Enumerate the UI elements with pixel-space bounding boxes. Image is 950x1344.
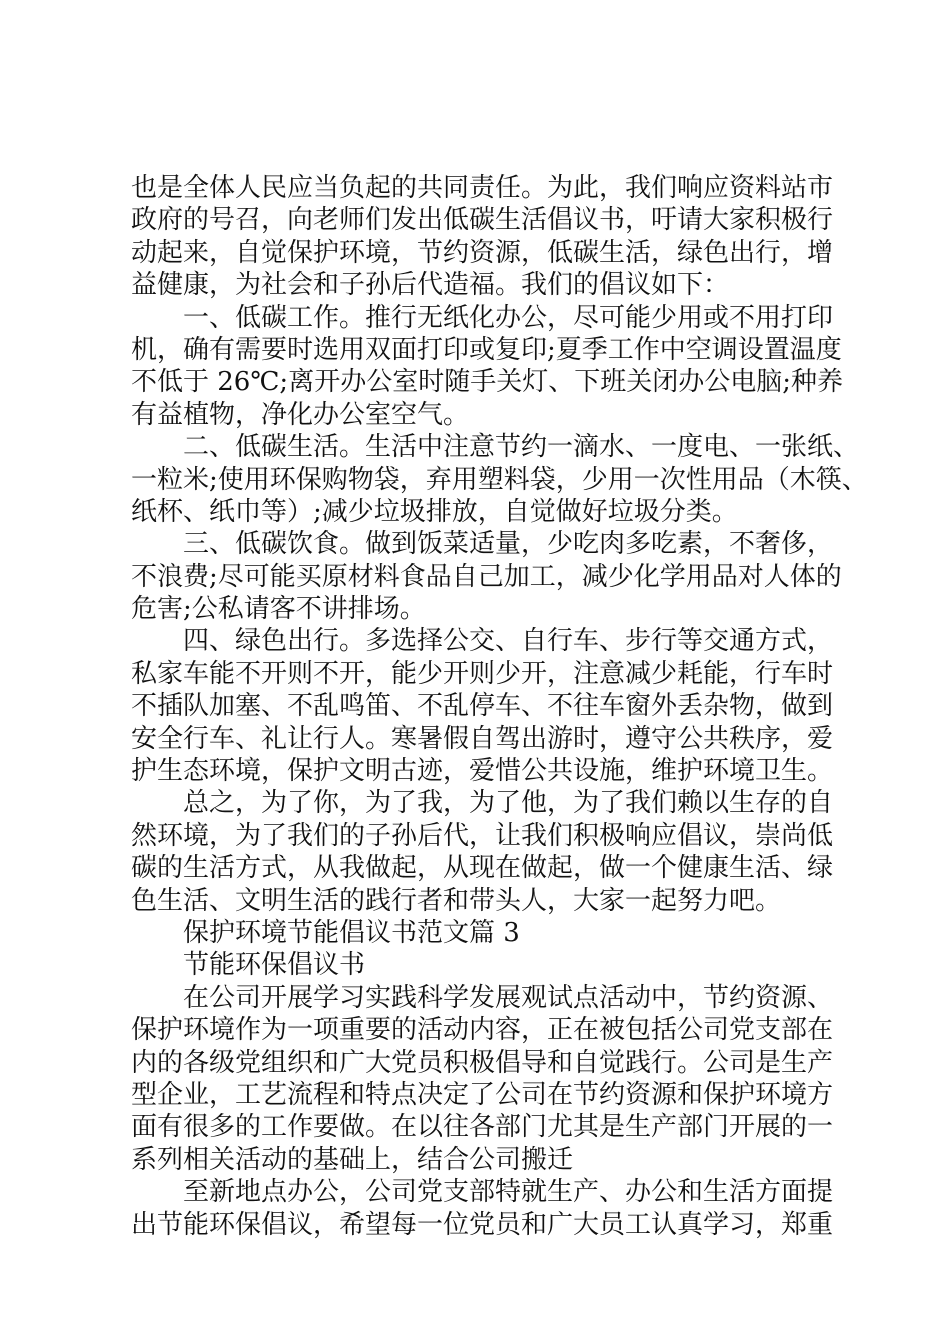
text-line: 碳的生活方式，从我做起，从现在做起，做一个健康生活、绿: [131, 853, 834, 884]
text-line: 四、绿色出行。多选择公交、自行车、步行等交通方式，: [183, 626, 834, 657]
text-line: 内的各级党组织和广大党员积极倡导和自觉践行。公司是生产: [131, 1047, 834, 1078]
text-line: 不浪费;尽可能买原材料食品自己加工，减少化学用品对人体的: [131, 561, 842, 592]
text-line: 机，确有需要时选用双面打印或复印;夏季工作中空调设置温度: [131, 334, 842, 365]
text-line: 然环境，为了我们的子孙后代，让我们积极响应倡议，崇尚低: [131, 820, 834, 851]
text-line: 面有很多的工作要做。在以往各部门尤其是生产部门开展的一: [131, 1112, 834, 1143]
text-line: 私家车能不开则不开，能少开则少开，注意减少耗能，行车时: [131, 658, 834, 689]
text-line: 不低于 26℃;离开办公室时随手关灯、下班关闭办公电脑;种养: [131, 367, 843, 398]
text-line: 危害;公私请客不讲排场。: [131, 594, 426, 625]
text-line: 一、低碳工作。推行无纸化办公，尽可能少用或不用打印: [183, 302, 834, 333]
text-line: 在公司开展学习实践科学发展观试点活动中，节约资源、: [183, 982, 834, 1013]
text-line: 也是全体人民应当负起的共同责任。为此，我们响应资料站市: [131, 173, 834, 203]
text-line: 节能环保倡议书: [183, 950, 366, 981]
text-line: 二、低碳生活。生活中注意节约一滴水、一度电、一张纸、: [183, 432, 860, 463]
text-line: 总之，为了你，为了我，为了他，为了我们赖以生存的自: [183, 788, 834, 819]
text-line: 一粒米;使用环保购物袋，弃用塑料袋，少用一次性用品（木筷、: [131, 464, 868, 495]
text-line: 保护环境作为一项重要的活动内容，正在被包括公司党支部在: [131, 1015, 834, 1046]
text-line: 益健康，为社会和子孙后代造福。我们的倡议如下：: [131, 270, 730, 301]
text-line: 护生态环境，保护文明古迹，爱惜公共设施，维护环境卫生。: [131, 756, 834, 787]
text-line: 出节能环保倡议，希望每一位党员和广大员工认真学习，郑重: [131, 1209, 834, 1240]
text-line: 至新地点办公，公司党支部特就生产、办公和生活方面提: [183, 1177, 834, 1208]
text-line: 政府的号召，向老师们发出低碳生活倡议书，吁请大家积极行: [131, 205, 834, 236]
text-line: 有益植物，净化办公室空气。: [131, 399, 470, 430]
text-line: 色生活、文明生活的践行者和带头人，大家一起努力吧。: [131, 885, 782, 916]
text-line: 保护环境节能倡议书范文篇 3: [183, 917, 520, 948]
text-line: 纸杯、纸巾等）;减少垃圾排放，自觉做好垃圾分类。: [131, 496, 738, 527]
text-line: 三、低碳饮食。做到饭菜适量，少吃肉多吃素，不奢侈，: [183, 529, 834, 560]
text-line: 安全行车、礼让行人。寒暑假自驾出游时，遵守公共秩序，爱: [131, 723, 834, 754]
text-line: 系列相关活动的基础上，结合公司搬迁: [131, 1144, 574, 1175]
text-line: 型企业，工艺流程和特点决定了公司在节约资源和保护环境方: [131, 1079, 834, 1110]
text-line: 动起来，自觉保护环境，节约资源，低碳生活，绿色出行，增: [131, 237, 834, 268]
text-line: 不插队加塞、不乱鸣笛、不乱停车、不往车窗外丢杂物，做到: [131, 691, 834, 722]
document-body: [131, 172, 868, 1241]
